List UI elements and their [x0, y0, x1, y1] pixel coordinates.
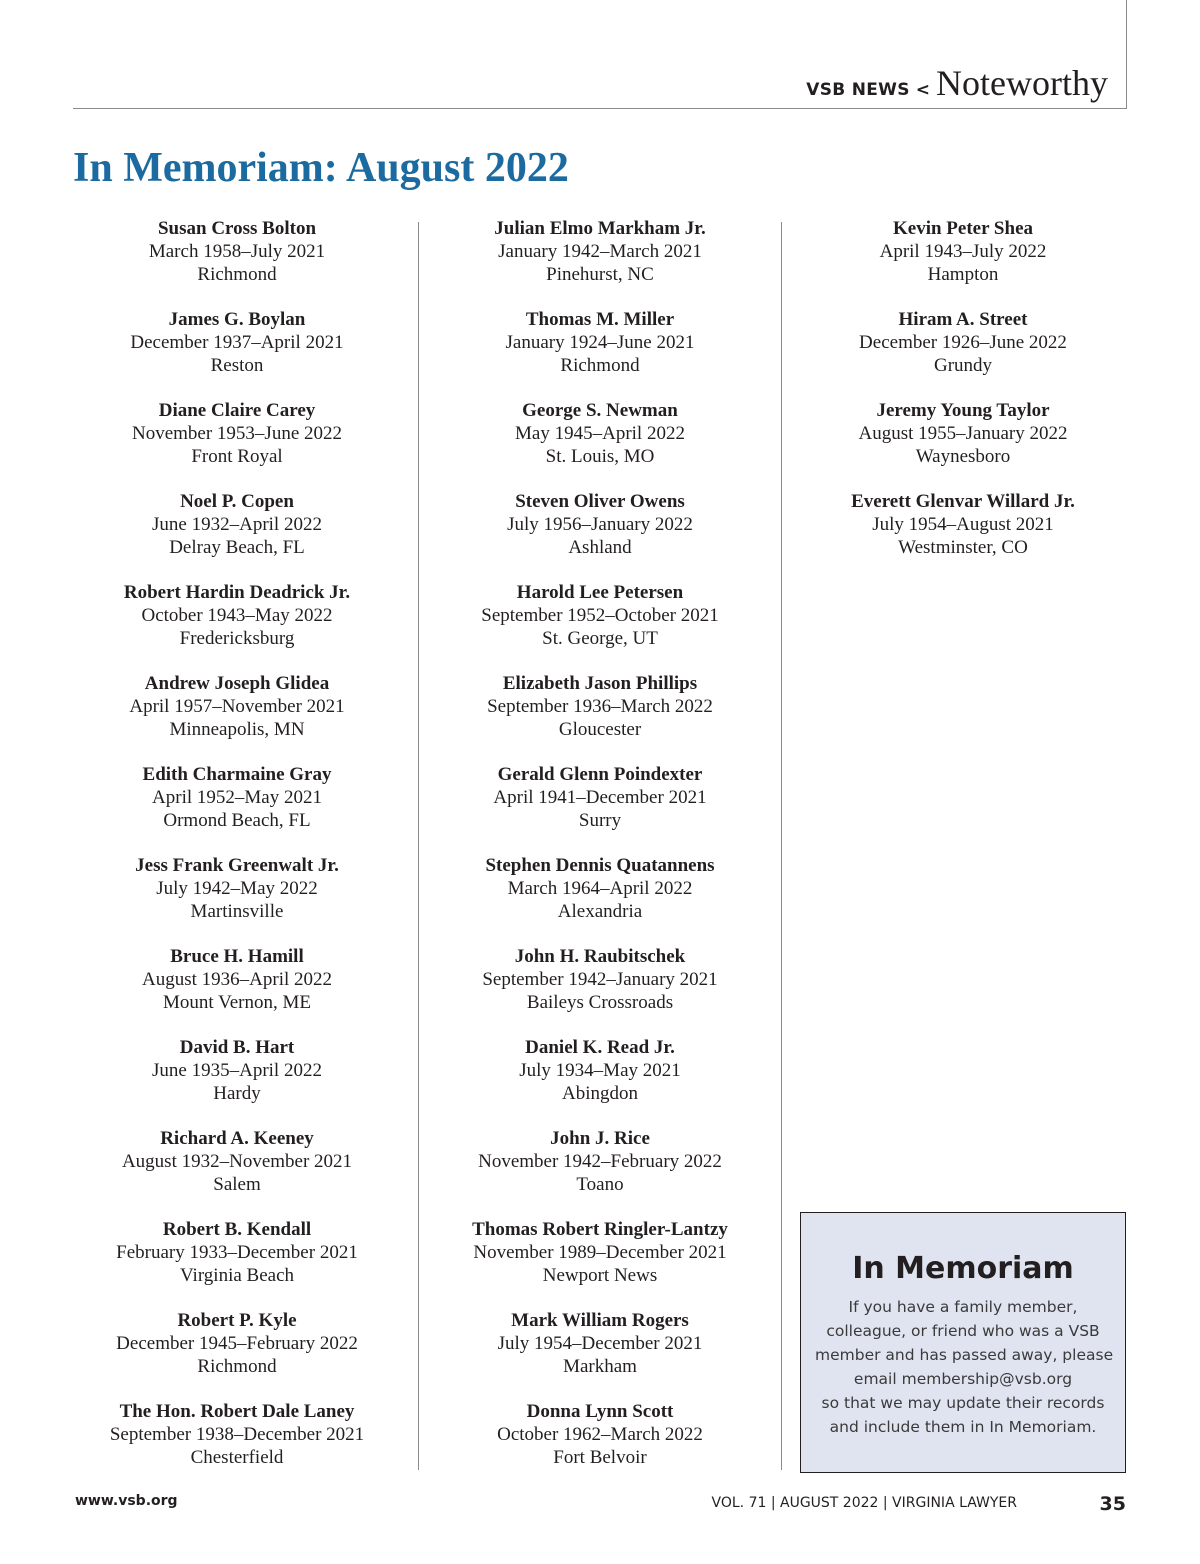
entry-name: Edith Charmaine Gray: [142, 764, 332, 785]
entry-dates: October 1943–May 2022: [141, 604, 333, 626]
entry-place: Westminster, CO: [898, 536, 1028, 558]
entry-dates: September 1936–March 2022: [487, 695, 713, 717]
memoriam-column-3: [798, 218, 1128, 582]
memoriam-entry: [72, 218, 402, 309]
memoriam-entry: [72, 1219, 402, 1310]
entry-name: Jess Frank Greenwalt Jr.: [135, 855, 339, 876]
entry-name: Daniel K. Read Jr.: [525, 1037, 675, 1058]
entry-name: Susan Cross Bolton: [157, 218, 317, 239]
entry-place: Hardy: [213, 1082, 261, 1104]
entry-name: Elizabeth Jason Phillips: [502, 673, 698, 694]
memoriam-entry: [435, 582, 765, 673]
memoriam-entry: [435, 309, 765, 400]
entry-place: Gloucester: [558, 718, 642, 740]
entry-dates: January 1924–June 2021: [505, 331, 695, 353]
entry-name: John J. Rice: [550, 1128, 650, 1149]
entry-dates: April 1952–May 2021: [152, 786, 322, 808]
memoriam-entry: [798, 218, 1128, 309]
footer-issue: VOL. 71 | AUGUST 2022 | VIRGINIA LAWYER: [711, 1495, 1017, 1511]
info-box-body: [801, 1295, 1125, 1439]
page-number: 35: [1099, 1493, 1126, 1515]
entry-place: Richmond: [197, 1355, 277, 1377]
entry-place: Markham: [563, 1355, 637, 1377]
entry-dates: December 1937–April 2021: [130, 331, 344, 353]
running-header: [806, 62, 1108, 104]
memoriam-entry: [798, 491, 1128, 582]
info-box-line: colleague, or friend who was a VSB: [826, 1322, 1100, 1340]
entry-name: Everett Glenvar Willard Jr.: [851, 491, 1075, 512]
entry-place: Hampton: [927, 263, 999, 285]
memoriam-entry: [435, 1128, 765, 1219]
entry-dates: April 1941–December 2021: [493, 786, 707, 808]
header-rule: [73, 108, 1127, 109]
entry-name: Andrew Joseph Glidea: [144, 673, 330, 694]
entry-place: Front Royal: [191, 445, 283, 467]
column-divider: [418, 222, 419, 1470]
entry-name: David B. Hart: [179, 1037, 295, 1058]
entry-name: Bruce H. Hamill: [170, 946, 304, 967]
department-label: Noteworthy: [936, 63, 1108, 103]
entry-place: Baileys Crossroads: [526, 991, 674, 1013]
entry-place: Alexandria: [557, 900, 643, 922]
memoriam-entry: [798, 400, 1128, 491]
entry-dates: September 1942–January 2021: [482, 968, 718, 990]
entry-place: Mount Vernon, ME: [163, 991, 311, 1013]
entry-name: Thomas M. Miller: [525, 309, 675, 330]
memoriam-entry: [435, 673, 765, 764]
entry-dates: August 1932–November 2021: [121, 1150, 353, 1172]
memoriam-entry: [72, 855, 402, 946]
section-label: VSB NEWS: [806, 80, 910, 100]
info-box-line: member and has passed away, please: [815, 1346, 1114, 1364]
memoriam-entry: [435, 218, 765, 309]
entry-place: Richmond: [560, 354, 640, 376]
entry-name: John H. Raubitschek: [514, 946, 686, 967]
memoriam-entry: [72, 946, 402, 1037]
memoriam-entry: [72, 309, 402, 400]
memoriam-entry: [435, 1310, 765, 1401]
entry-name: Harold Lee Petersen: [516, 582, 684, 603]
entry-dates: September 1938–December 2021: [109, 1423, 365, 1445]
entry-dates: October 1962–March 2022: [497, 1423, 703, 1445]
entry-dates: April 1943–July 2022: [879, 240, 1047, 262]
entry-dates: April 1957–November 2021: [129, 695, 345, 717]
info-box-line: and include them in In Memoriam.: [829, 1418, 1097, 1436]
info-box-email-line: email membership@vsb.org: [853, 1370, 1073, 1388]
entry-place: Waynesboro: [915, 445, 1011, 467]
memoriam-entry: [435, 1219, 765, 1310]
entry-dates: February 1933–December 2021: [116, 1241, 358, 1263]
memoriam-entry: [435, 1401, 765, 1492]
memoriam-entry: [72, 582, 402, 673]
memoriam-entry: [435, 855, 765, 946]
entry-place: Reston: [210, 354, 264, 376]
entry-place: Toano: [576, 1173, 624, 1195]
memoriam-entry: [72, 764, 402, 855]
entry-dates: August 1936–April 2022: [142, 968, 332, 990]
entry-name: Stephen Dennis Quatannens: [485, 855, 715, 876]
entry-place: Newport News: [542, 1264, 658, 1286]
entry-name: Kevin Peter Shea: [892, 218, 1033, 239]
entry-dates: January 1942–March 2021: [498, 240, 702, 262]
entry-place: Pinehurst, NC: [546, 263, 654, 285]
entry-dates: November 1989–December 2021: [473, 1241, 727, 1263]
footer-website: www.vsb.org: [75, 1493, 178, 1509]
entry-name: Julian Elmo Markham Jr.: [494, 218, 706, 239]
memoriam-entry: [435, 946, 765, 1037]
entry-dates: November 1953–June 2022: [131, 422, 343, 444]
entry-dates: July 1954–August 2021: [872, 513, 1054, 535]
entry-place: Martinsville: [190, 900, 284, 922]
entry-name: Gerald Glenn Poindexter: [497, 764, 703, 785]
memoriam-entry: [435, 764, 765, 855]
entry-place: Virginia Beach: [179, 1264, 295, 1286]
entry-dates: November 1942–February 2022: [478, 1150, 722, 1172]
memoriam-entry: [72, 1128, 402, 1219]
entry-name: Steven Oliver Owens: [515, 491, 685, 512]
memoriam-entry: [435, 1037, 765, 1128]
entry-dates: December 1945–February 2022: [116, 1332, 358, 1354]
memoriam-entry: [435, 400, 765, 491]
entry-dates: September 1952–October 2021: [481, 604, 719, 626]
entry-name: George S. Newman: [522, 400, 678, 421]
entry-place: Fredericksburg: [179, 627, 295, 649]
entry-name: James G. Boylan: [168, 309, 306, 330]
entry-name: The Hon. Robert Dale Laney: [119, 1401, 355, 1422]
info-box-title: In Memoriam: [852, 1251, 1074, 1286]
entry-dates: December 1926–June 2022: [859, 331, 1067, 353]
entry-dates: March 1958–July 2021: [148, 240, 326, 262]
memoriam-entry: [72, 400, 402, 491]
entry-name: Hiram A. Street: [898, 309, 1028, 330]
entry-place: Chesterfield: [190, 1446, 284, 1468]
entry-name: Richard A. Keeney: [160, 1128, 314, 1149]
entry-dates: July 1956–January 2022: [507, 513, 693, 535]
header-vertical-rule: [1126, 0, 1127, 108]
entry-place: Minneapolis, MN: [169, 718, 305, 740]
entry-dates: July 1954–December 2021: [497, 1332, 703, 1354]
in-memoriam-info-box: [800, 1212, 1126, 1473]
entry-dates: May 1945–April 2022: [515, 422, 685, 444]
memoriam-entry: [798, 309, 1128, 400]
memoriam-entry: [72, 673, 402, 764]
entry-dates: June 1935–April 2022: [152, 1059, 322, 1081]
entry-name: Mark William Rogers: [511, 1310, 689, 1331]
entry-place: Abingdon: [562, 1082, 638, 1104]
entry-dates: July 1934–May 2021: [519, 1059, 681, 1081]
entry-dates: March 1964–April 2022: [507, 877, 693, 899]
entry-dates: June 1932–April 2022: [152, 513, 322, 535]
memoriam-column-2: [435, 218, 765, 1492]
entry-place: Richmond: [197, 263, 277, 285]
entry-place: St. George, UT: [542, 627, 658, 649]
memoriam-entry: [435, 491, 765, 582]
entry-name: Thomas Robert Ringler-Lantzy: [472, 1219, 728, 1240]
memoriam-entry: [72, 1037, 402, 1128]
header-separator: <: [915, 80, 931, 100]
entry-place: Fort Belvoir: [553, 1446, 647, 1468]
entry-name: Robert P. Kyle: [177, 1310, 297, 1331]
entry-name: Donna Lynn Scott: [526, 1401, 674, 1422]
entry-place: Delray Beach, FL: [169, 536, 305, 558]
memoriam-entry: [72, 1310, 402, 1401]
entry-dates: August 1955–January 2022: [858, 422, 1068, 444]
entry-dates: July 1942–May 2022: [156, 877, 318, 899]
memoriam-column-1: [72, 218, 402, 1492]
info-box-line: If you have a family member,: [848, 1298, 1078, 1316]
entry-name: Robert Hardin Deadrick Jr.: [123, 582, 351, 603]
entry-place: Salem: [213, 1173, 261, 1195]
entry-name: Noel P. Copen: [180, 491, 294, 512]
entry-name: Robert B. Kendall: [162, 1219, 312, 1240]
memoriam-entry: [72, 491, 402, 582]
info-box-line: so that we may update their records: [821, 1394, 1105, 1412]
entry-place: Grundy: [933, 354, 993, 376]
column-divider: [781, 222, 782, 1470]
memoriam-entry: [72, 1401, 402, 1492]
entry-place: Ormond Beach, FL: [163, 809, 311, 831]
entry-name: Jeremy Young Taylor: [876, 400, 1050, 421]
entry-place: Ashland: [568, 536, 632, 558]
entry-name: Diane Claire Carey: [158, 400, 316, 421]
page-title: In Memoriam: August 2022: [73, 145, 569, 191]
entry-place: St. Louis, MO: [545, 445, 655, 467]
entry-place: Surry: [578, 809, 622, 831]
